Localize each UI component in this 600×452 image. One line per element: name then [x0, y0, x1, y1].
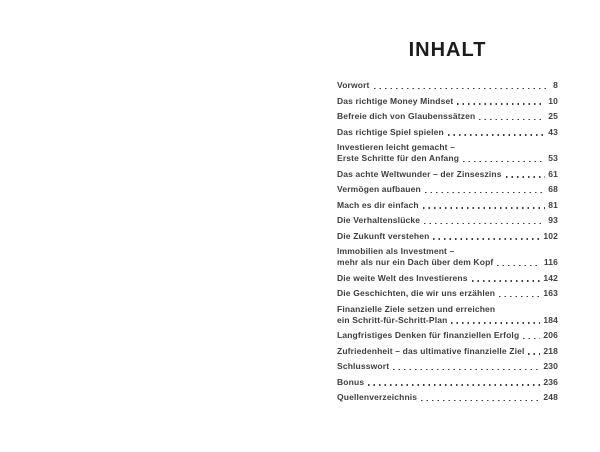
toc-entry-label: Quellenverzeichnis — [337, 392, 418, 402]
toc-entry-label: Zufriedenheit – das ultimative finanzielle Ziel — [337, 345, 525, 356]
dot-leader — [523, 338, 540, 340]
toc-entry-label: Befreie dich von Glaubenssätzen — [337, 111, 476, 121]
toc-entry-row — [337, 153, 558, 164]
toc-entry-wrap-line: Immobilien als Investment – — [337, 246, 455, 256]
toc-entry — [337, 330, 558, 341]
toc-entry-label: Vermögen aufbauen — [337, 184, 421, 194]
toc-entry-page-number: 53 — [548, 153, 558, 163]
toc-entry — [337, 273, 558, 284]
dot-leader — [421, 400, 540, 402]
toc-entry-label: Das richtige Money Mindset — [337, 95, 454, 106]
toc-entry-wrap-line: Finanzielle Ziele setzen und erreichen — [337, 303, 496, 314]
dot-leader — [497, 265, 540, 267]
toc-entry-page-number: 102 — [543, 230, 558, 241]
toc-entry-label: Bonus — [337, 376, 365, 387]
dot-leader — [499, 296, 540, 298]
toc-entry-row — [337, 377, 558, 388]
dot-leader — [424, 223, 545, 225]
toc-entry-page-number: 61 — [548, 168, 558, 179]
toc-entry-label: Die weite Welt des Investierens — [337, 272, 468, 283]
toc-entry-page-number: 93 — [548, 215, 558, 225]
toc-entry — [337, 304, 558, 326]
toc-entry-row — [337, 200, 558, 211]
toc-entry-page-number: 230 — [543, 361, 558, 371]
toc-entry-row — [337, 288, 558, 299]
toc-entry-label: Die Geschichten, die wir uns erzählen — [337, 288, 496, 298]
dot-leader — [423, 207, 545, 209]
toc-entry — [337, 142, 558, 164]
toc-entry-page-number: 68 — [548, 184, 558, 194]
toc-entry-row — [337, 184, 558, 195]
toc-entry-row — [337, 346, 558, 357]
toc-entry-page-number: 206 — [543, 330, 558, 340]
toc-entry-page-number: 184 — [543, 314, 558, 325]
toc-entry-label: Schlusswort — [337, 361, 390, 371]
toc-entry-label: Erste Schritte für den Anfang — [337, 153, 460, 163]
toc-entry — [337, 377, 558, 388]
toc-entry-row — [337, 80, 558, 91]
toc-entry — [337, 288, 558, 299]
dot-leader — [393, 369, 540, 371]
toc-entry-label: ein Schritt-für-Schritt-Plan — [337, 314, 448, 325]
dot-leader — [506, 176, 546, 178]
dot-leader — [463, 161, 545, 163]
dot-leader — [479, 119, 545, 121]
page-title: INHALT — [408, 39, 487, 61]
toc-entry-page-number: 10 — [548, 95, 558, 106]
table-of-contents — [337, 40, 558, 408]
toc-entry-page-number: 81 — [548, 199, 558, 210]
toc-entry-row — [337, 361, 558, 372]
toc-entry — [337, 111, 558, 122]
dot-leader — [433, 238, 540, 240]
toc-entry-row — [337, 257, 558, 268]
dot-leader — [368, 384, 540, 386]
toc-entry — [337, 200, 558, 211]
toc-entry-row — [337, 127, 558, 138]
toc-entry — [337, 346, 558, 357]
toc-entry-row — [337, 273, 558, 284]
toc-entry — [337, 127, 558, 138]
toc-entry — [337, 215, 558, 226]
toc-entry — [337, 96, 558, 107]
toc-entry — [337, 246, 558, 268]
toc-entry — [337, 80, 558, 91]
dot-leader — [374, 88, 551, 90]
toc-entry-page-number: 8 — [553, 80, 558, 90]
toc-entry-page-number: 43 — [548, 126, 558, 137]
toc-entry-label: Das richtige Spiel spielen — [337, 126, 444, 137]
toc-entry-row — [337, 169, 558, 180]
toc-entry-label: Langfristiges Denken für finanziellen Erfolg — [337, 330, 520, 340]
toc-entry-row — [337, 330, 558, 341]
toc-entry-label: Vorwort — [337, 80, 370, 90]
dot-leader — [448, 134, 545, 136]
toc-entry-label: Mach es dir einfach — [337, 199, 419, 210]
toc-entry-page-number: 248 — [543, 392, 558, 402]
toc-entry — [337, 361, 558, 372]
toc-entry-label: mehr als nur ein Dach über dem Kopf — [337, 257, 494, 267]
toc-entry-page-number: 236 — [543, 376, 558, 387]
toc-entry-row — [337, 231, 558, 242]
toc-entry-row — [337, 392, 558, 403]
toc-entry-page-number: 142 — [543, 272, 558, 283]
dot-leader — [457, 103, 545, 105]
toc-entry-wrap-line: Investieren leicht gemacht – — [337, 142, 456, 152]
toc-entry-row — [337, 111, 558, 122]
toc-entry-label: Die Zukunft verstehen — [337, 230, 430, 241]
dot-leader — [451, 322, 540, 324]
toc-entry-row — [337, 215, 558, 226]
toc-entry-row — [337, 96, 558, 107]
toc-entry-page-number: 163 — [543, 288, 558, 298]
dot-leader — [528, 353, 540, 355]
dot-leader — [472, 280, 541, 282]
toc-entry — [337, 184, 558, 195]
toc-entry — [337, 231, 558, 242]
toc-entry-list — [337, 80, 558, 403]
toc-entry — [337, 169, 558, 180]
toc-entry-page-number: 116 — [543, 257, 558, 267]
toc-entry-page-number: 218 — [543, 345, 558, 356]
toc-entry-row — [337, 315, 558, 326]
toc-entry — [337, 392, 558, 403]
toc-entry-label: Die Verhaltenslücke — [337, 215, 421, 225]
toc-entry-label: Das achte Weltwunder – der Zinseszins — [337, 168, 502, 179]
dot-leader — [425, 192, 545, 194]
toc-entry-page-number: 25 — [548, 111, 558, 121]
